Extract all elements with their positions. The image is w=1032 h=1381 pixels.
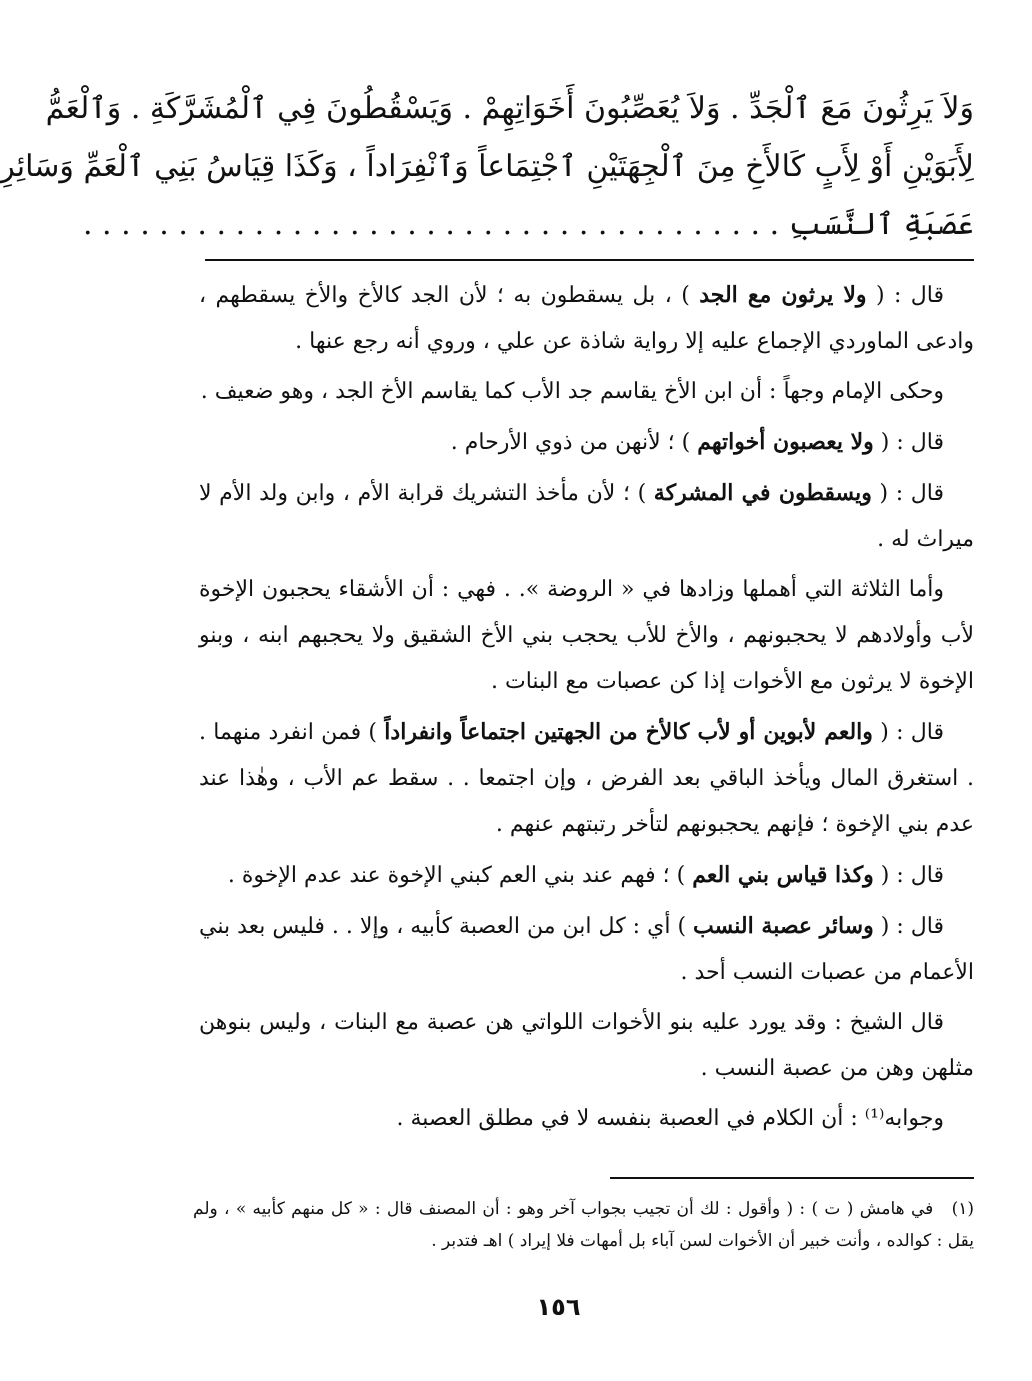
footnote-divider [610, 1177, 974, 1179]
sharh-pre: قال : ( [872, 720, 944, 745]
sharh-pre: قال : ( [871, 481, 944, 506]
sharh-post: وجوابه⁽¹⁾ : أن الكلام في العصبة بنفسه لا في مطلق العصبة . [396, 1106, 944, 1131]
sharh-post: ) ؛ فهم عند بني العم كبني الإخوة عند عدم الإخوة . [227, 863, 693, 888]
sharh-pre: قال : ( [873, 863, 944, 888]
matn-line [82, 196, 974, 254]
sharh-quote: وكذا قياس بني العم [692, 862, 874, 888]
sharh-paragraph [199, 852, 974, 899]
sharh-post: ) أي : كل ابن من العصبة كأبيه ، وإلا . . فليس بعد بني الأعمام من عصبات النسب أحد . [199, 914, 974, 985]
matn-line-text: عَصَبَةِ ٱلنَّسَبِ . [769, 207, 974, 242]
sharh-quote: والعم لأبوين أو لأب كالأخ من الجهتين اجتماعاً وانفراداً [384, 719, 873, 745]
sharh-quote: وسائر عصبة النسب [693, 913, 874, 939]
sharh-paragraph [199, 709, 974, 848]
matn-divider [205, 259, 974, 261]
sharh-post: وحكى الإمام وجهاً : أن ابن الأخ يقاسم جد الأب كما يقاسم الأخ الجد ، وهو ضعيف . [200, 379, 944, 404]
matn-text [0, 80, 974, 254]
sharh-pre: قال : ( [866, 283, 944, 308]
matn-line: وَلاَ يَرِثُونَ مَعَ ٱلْجَدِّ . وَلاَ يُعَصِّبُونَ أَخَوَاتِهِمْ . وَيَسْقُطُونَ فِي ٱلْمُشَرَّكَةِ . وَٱلْعَمُّ [45, 91, 974, 126]
sharh-quote: ولا يرثون مع الجد [699, 282, 867, 308]
sharh-paragraph [199, 1096, 974, 1142]
sharh-paragraph [199, 419, 974, 466]
matn-line: لِأَبَوَيْنِ أَوْ لِأَبٍ كَالأَخِ مِنَ ٱلْجِهَتَيْنِ ٱجْتِمَاعاً وَٱنْفِرَاداً ، وَكَذَا قِيَاسُ بَنِي ٱلْعَمِّ وَسَائِرِ [0, 149, 974, 184]
sharh-paragraph [199, 470, 974, 563]
footnote-text: في هامش ( ت ) : ( وأقول : لك أن تجيب بجواب آخر وهو : أن المصنف قال : « كل منهم كأبيه » ، ولم يقل : كوالده ، وأنت خبير أن الأخوات لسن آباء بل أمهات فلا إيراد ) اهـ فتدبر . [193, 1199, 974, 1251]
sharh-pre: قال : ( [873, 430, 944, 455]
sharh-post: وأما الثلاثة التي أهملها وزادها في « الروضة ». . فهي : أن الأشقاء يحجبون الإخوة لأب وأولادهم لا يحجبونهم ، والأخ للأب يحجب بني الأخ الشقيق ولا يحجبهم ابنه ، وبنو الإخوة لا يرثون مع الأخوات إذا كن عصبات مع البنات . [199, 577, 974, 694]
sharh-paragraph [199, 567, 974, 705]
sharh-post: ) ؛ لأنهن من ذوي الأرحام . [450, 430, 698, 455]
sharh-pre: قال : ( [873, 914, 944, 939]
sharh-paragraph [199, 369, 974, 415]
sharh-quote: ويسقطون في المشركة [653, 480, 872, 506]
sharh-post: ) ، بل يسقطون به ؛ لأن الجد كالأخ والأخ يسقطهم ، وادعى الماوردي الإجماع عليه إلا رواية شاذة عن علي ، وروي أنه رجع عنها . [199, 283, 974, 354]
sharh-post: ) فمن انفرد منهما . . استغرق المال ويأخذ الباقي بعد الفرض ، وإن اجتمعا . . سقط عم الأب ، وهٰذا عند عدم بني الإخوة ؛ فإنهم يحجبونهم لتأخر رتبتهم عنهم . [199, 720, 974, 837]
footnote-number: (١) [951, 1199, 974, 1219]
sharh-text [199, 272, 974, 1146]
footnote [193, 1193, 974, 1257]
page-number: ١٥٦ [536, 1293, 581, 1321]
sharh-post: ) ؛ لأن مأخذ التشريك قرابة الأم ، وابن ولد الأم لا ميراث له . [199, 481, 974, 552]
sharh-post: قال الشيخ : وقد يورد عليه بنو الأخوات اللواتي هن عصبة مع البنات ، وليس بنوهن مثلهن وهن من عصبة النسب . [199, 1010, 974, 1081]
sharh-paragraph [199, 272, 974, 365]
sharh-paragraph [199, 903, 974, 996]
sharh-quote: ولا يعصبون أخواتهم [697, 429, 874, 455]
matn-dots: . . . . . . . . . . . . . . . . . . . . . . . . . . . . . . . . . . . . [82, 207, 761, 242]
sharh-paragraph [199, 1000, 974, 1092]
